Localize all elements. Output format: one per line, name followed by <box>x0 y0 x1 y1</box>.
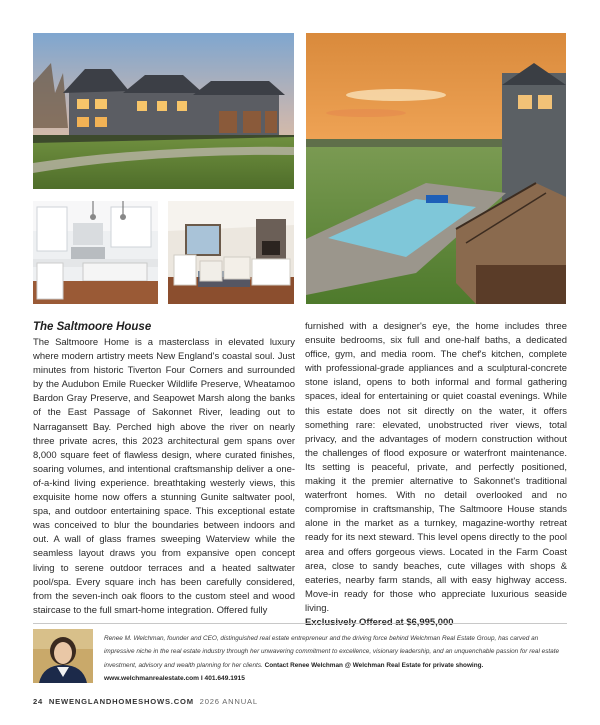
agent-bio-text: Renee M. Welchman, founder and CEO, distinguished real estate entrepreneur and the driving force behind Welchman Real Estate Group, has carved an impressive niche in the real estate industry through her unwavering commitment to excellence, visionary leadership, and an unquenchable passion for real estate investment, advisory and wealth planning for her clients. <box>104 635 560 669</box>
kitchen-photo <box>33 201 158 304</box>
footer-site: NEWENGLANDHOMESHOWS.COM <box>48 697 194 706</box>
agent-portrait <box>33 629 93 683</box>
pool-deck-photo <box>306 33 566 304</box>
article-body-left: The Saltmoore Home is a masterclass in elevated luxury where modern artistry meets New England's coastal soul. Just minutes from historic Tiverton Four Corners and surrounded by the Audubon Emile Ruecker Wildlife Preserve, Wheatamoo Bardon Gray Preserve, and Seapowet Marsh along the banks of the East Passage of Sakonnet River, leading out to Narragansett Bay. Perched high above the river on nearly three private acres, this 2023 architectural gem spans over 8,000 square feet of flawless design, where curated finishes, soaring volumes, and intentional craftsmanship deliver a one-of-a-kind living experience. breathtaking westerly views, this exquisite home now offers a stunning Gunite saltwater pool, spa, and outdoor entertaining space. This exceptional estate was conceived to blur the boundaries between indoors and out. A wall of glass frames sweeping Waterview while the seamless layout draws you from expansive open concept living to serene outdoor terraces and a heated saltwater pool/spa. Every square inch has been carefully considered, from the seven-inch oak floors to the custom steel and wood staircase to the full smart-home integration. Offered fully <box>33 337 295 616</box>
agent-contact-links[interactable]: www.welchmanrealestate.com I 401.649.1915 <box>104 675 245 682</box>
divider <box>33 623 567 624</box>
agent-contact-text: Contact Renee Welchman @ Welchman Real Estate for private showing. <box>264 661 484 669</box>
exterior-house-photo <box>33 33 294 189</box>
article-column-right <box>305 320 567 630</box>
page-number: 24 <box>33 697 44 706</box>
page-footer <box>33 697 258 706</box>
article-body-right: furnished with a designer's eye, the home includes three ensuite bedrooms, six full and one-half baths, a dedicated office, gym, and media room. The chef's kitchen, complete with professional-grade appliances and a sculptural-concrete stone island, opens to both informal and formal gathering spaces, ideal for entertaining or quiet coastal evenings. While this estate does not sit directly on the water, it offers something rare: elevated, unobstructed river views, total privacy, and the advantages of modern construction without the challenges of flood exposure or waterfront maintenance. Its setting is peaceful, private, and perfectly positioned, making it the premier alternative to Sakonnet's traditional waterfront homes. With no detail overlooked and no compromise in craftsmanship, The Saltmoore House stands alone in the market as a turnkey, magazine-worthy retreat ready for its next steward. This level opens directly to the pool area and offers gorgeous views. Located in the Farm Coast area, close to sandy beaches, cute villages with shops & eateries, nearby farm stands, all with easy highway access. Move-in ready for those who appreciate luxurious seaside living. <box>305 321 567 614</box>
agent-bio <box>104 632 566 672</box>
footer-year: 2026 ANNUAL <box>199 697 258 706</box>
living-room-photo <box>168 201 294 304</box>
article-column-left <box>33 320 295 618</box>
article-title: The Saltmoore House <box>33 321 152 333</box>
